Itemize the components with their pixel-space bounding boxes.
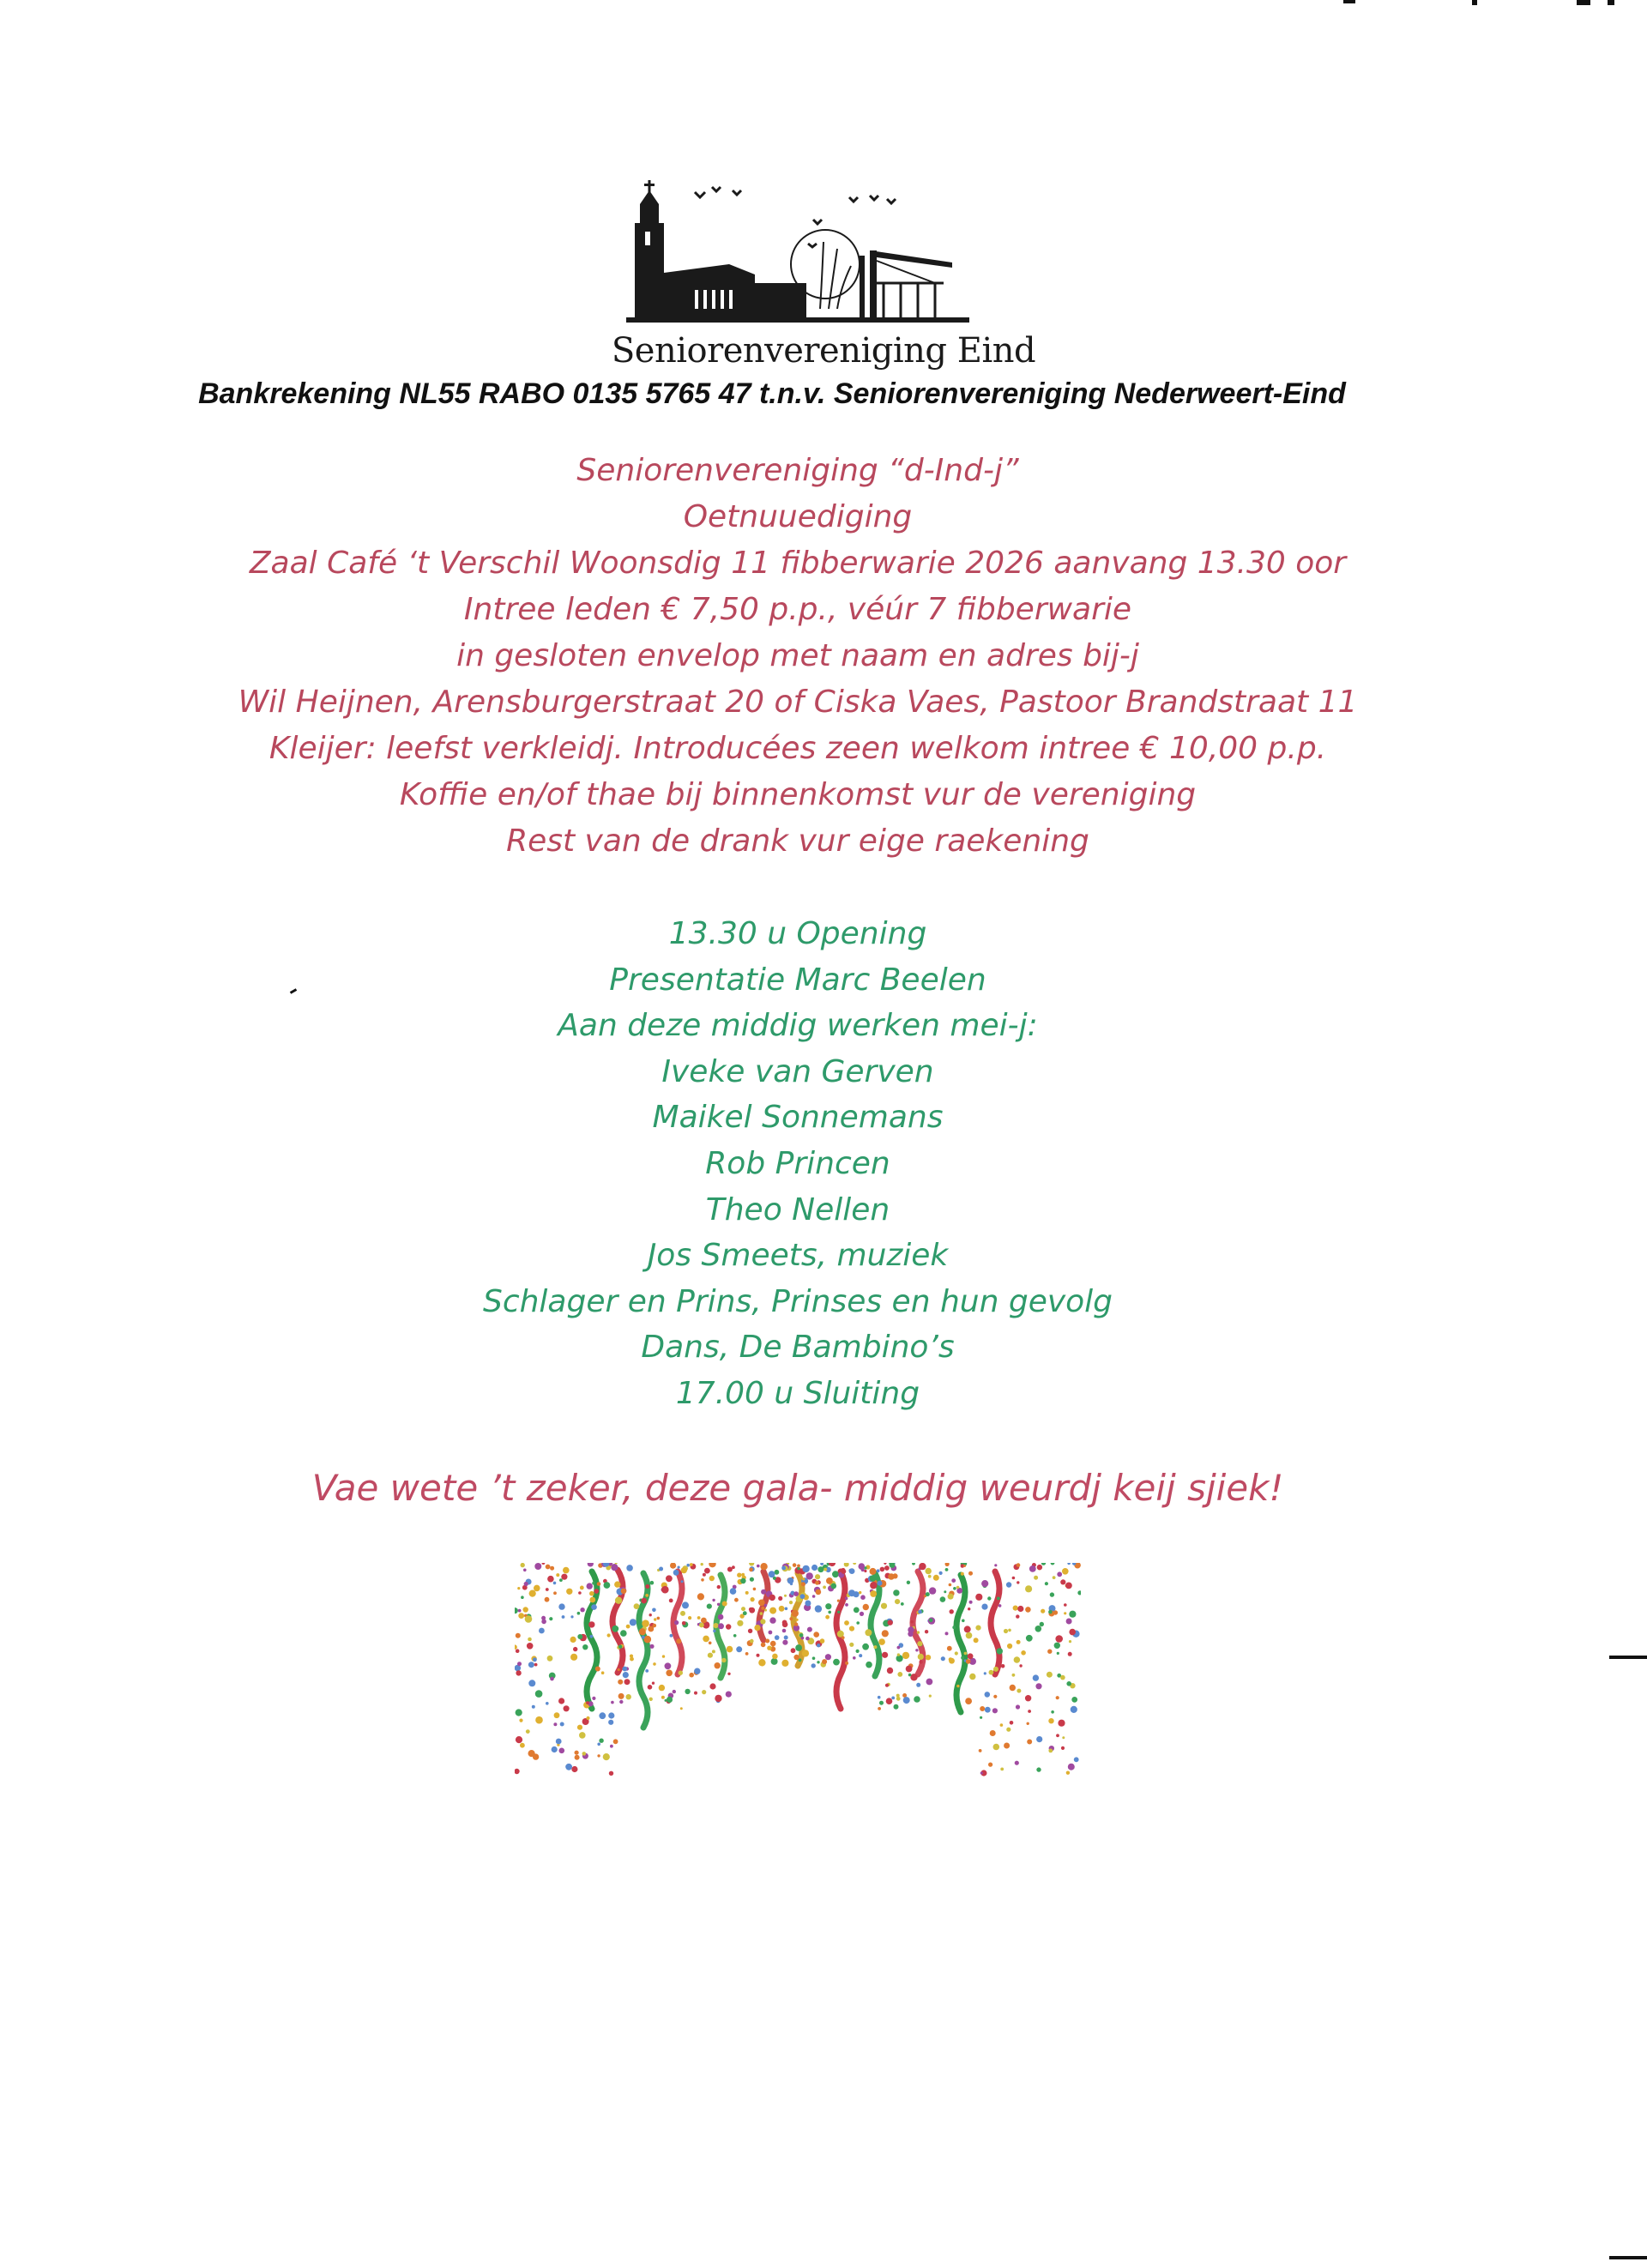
program-item: Dans, De Bambino’s [641,1330,955,1366]
scan-mark [1343,0,1355,3]
program-item: Maikel Sonnemans [652,1100,944,1136]
program-item: Iveke van Gerven [661,1053,934,1089]
program-item: 17.00 u Sluiting [675,1375,920,1411]
confetti-decoration [515,1563,1081,1779]
program-list [0,911,1596,1417]
invitation-line: Oetnuuediging [683,499,913,534]
closing-line: Vae wete ’t zeker, deze gala- middig weurdj keij sjiek! [311,1467,1284,1509]
bank-account-line: Bankrekening NL55 RABO 0135 5765 47 t.n.v. Seniorenvereniging Nederweert-Eind [198,377,1346,410]
org-name: Seniorenvereniging Eind [611,331,1036,371]
logo-image [626,180,969,326]
invitation-line: Rest van de drank vur eige raekening [506,823,1089,859]
scan-mark [1472,0,1477,5]
invitation-line: Koffie en/of thae bij binnenkomst vur de vereniging [399,777,1197,812]
invitation-line: Wil Heijnen, Arensburgerstraat 20 of Ciska Vaes, Pastoor Brandstraat 11 [238,685,1358,720]
program-item: Presentatie Marc Beelen [609,962,986,998]
program-item: Aan deze middig werken mei-j: [558,1008,1038,1044]
program-item: Theo Nellen [705,1191,890,1227]
invitation-line: Seniorenvereniging “d-Ind-j” [576,453,1019,488]
scan-mark [1608,0,1614,5]
invitation-line: Kleijer: leefst verkleidj. Introducées zeen welkom intree € 10,00 p.p. [268,731,1327,766]
invitation-details [0,448,1596,865]
scan-mark [1609,1656,1647,1659]
program-item: Rob Princen [705,1145,890,1181]
invitation-line: Intree leden € 7,50 p.p., véúr 7 fibberwarie [463,592,1132,627]
invitation-line: Zaal Café ‘t Verschil Woonsdig 11 fibberwarie 2026 aanvang 13.30 oor [249,546,1347,581]
scan-mark [1577,0,1590,5]
invitation-line: in gesloten envelop met naam en adres bij-j [456,638,1139,673]
program-item: Jos Smeets, muziek [647,1238,949,1274]
program-item: 13.30 u Opening [668,916,927,951]
scan-mark [1609,2256,1647,2259]
program-item: Schlager en Prins, Prinses en hun gevolg [482,1283,1113,1319]
